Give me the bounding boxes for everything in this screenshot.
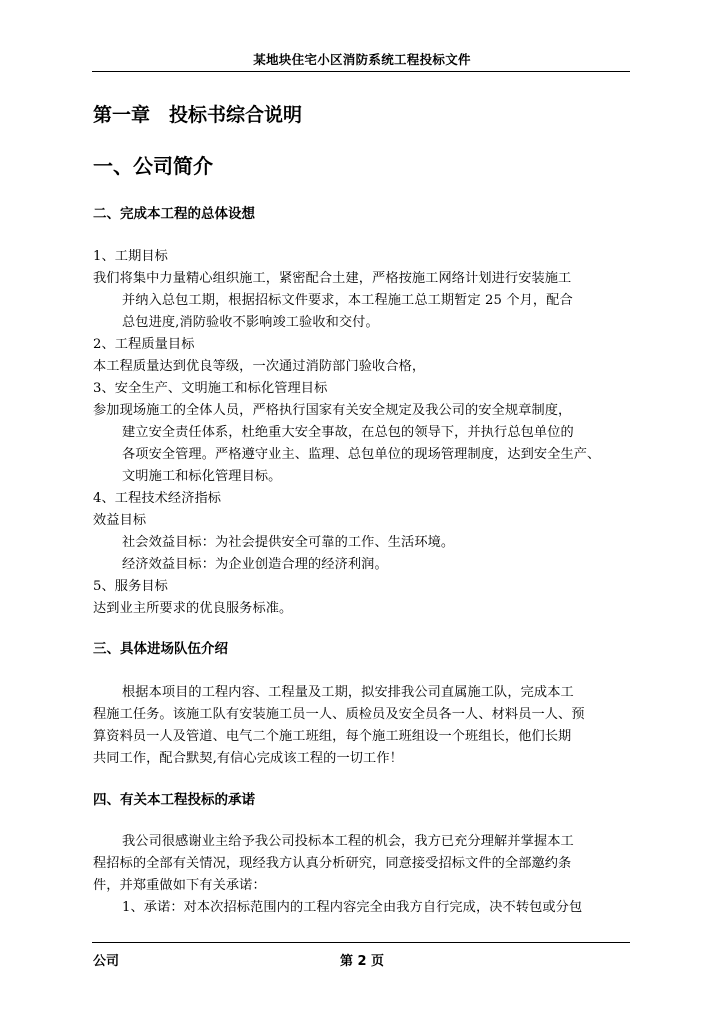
footer-rule bbox=[92, 942, 630, 943]
paragraph-line: 根据本项目的工程内容、工程量及工期，拟安排我公司直属施工队，完成本工 bbox=[122, 685, 574, 700]
paragraph-line: 本工程质量达到优良等级，一次通过消防部门验收合格， bbox=[93, 359, 426, 374]
paragraph-line: 建立安全责任体系，杜绝重大安全事故，在总包的领导下，并执行总包单位的 bbox=[122, 425, 574, 440]
section-title-overall-plan: 二、完成本工程的总体设想 bbox=[93, 206, 255, 222]
paragraph-line: 程施工任务。该施工队有安装施工员一人、质检员及安全员各一人、材料员一人、预 bbox=[93, 707, 585, 722]
paragraph-line: 算资料员一人及管道、电气二个施工班组，每个施工班组设一个班组长，他们长期 bbox=[93, 729, 572, 744]
paragraph-line: 参加现场施工的全体人员，严格执行国家有关安全规定及我公司的安全规章制度， bbox=[93, 403, 572, 418]
paragraph-line: 1、承诺：对本次招标范围内的工程内容完全由我方自行完成，决不转包或分包 bbox=[122, 900, 583, 915]
header-rule bbox=[92, 71, 630, 72]
section-title-team: 三、具体进场队伍介绍 bbox=[93, 641, 228, 657]
paragraph-line: 件，并郑重做如下有关承诺： bbox=[93, 878, 266, 893]
paragraph-line: 程招标的全部有关情况，现经我方认真分析研究，同意接受招标文件的全部邀约条 bbox=[93, 856, 572, 871]
section-title-commitment: 四、有关本工程投标的承诺 bbox=[93, 792, 255, 808]
header-title: 某地块住宅小区消防系统工程投标文件 bbox=[253, 52, 471, 67]
paragraph-line: 效益目标 bbox=[93, 513, 147, 528]
paragraph-line: 各项安全管理。严格遵守业主、监理、总包单位的现场管理制度，达到安全生产、 bbox=[122, 447, 601, 462]
chapter-title: 第一章 投标书综合说明 bbox=[93, 104, 303, 126]
section-title-company: 一、公司简介 bbox=[93, 154, 213, 178]
paragraph-line: 共同工作，配合默契,有信心完成该工程的一切工作！ bbox=[93, 751, 403, 766]
footer-company: 公司 bbox=[93, 954, 120, 969]
page-number: 第 2 页 bbox=[339, 954, 385, 969]
paragraph-line: 经济效益目标：为企业创造合理的经济利润。 bbox=[122, 557, 388, 572]
paragraph-line: 文明施工和标化管理目标。 bbox=[122, 469, 282, 484]
paragraph-line: 我们将集中力量精心组织施工，紧密配合土建，严格按施工网络计划进行安装施工 bbox=[93, 271, 572, 286]
paragraph-line: 我公司很感谢业主给予我公司投标本工程的机会，我方已充分理解并掌握本工 bbox=[122, 834, 574, 849]
paragraph-line: 3、安全生产、文明施工和标化管理目标 bbox=[93, 381, 328, 396]
paragraph-line: 1、工期目标 bbox=[93, 249, 168, 264]
paragraph-line: 2、工程质量目标 bbox=[93, 337, 195, 352]
paragraph-line: 5、服务目标 bbox=[93, 579, 168, 594]
paragraph-line: 4、工程技术经济指标 bbox=[93, 491, 222, 506]
paragraph-line: 社会效益目标：为社会提供安全可靠的工作、生活环境。 bbox=[122, 535, 455, 550]
paragraph-line: 总包进度,消防验收不影响竣工验收和交付。 bbox=[122, 315, 379, 330]
paragraph-line: 并纳入总包工期，根据招标文件要求，本工程施工总工期暂定 25 个月，配合 bbox=[122, 293, 573, 308]
paragraph-line: 达到业主所要求的优良服务标准。 bbox=[93, 601, 293, 616]
